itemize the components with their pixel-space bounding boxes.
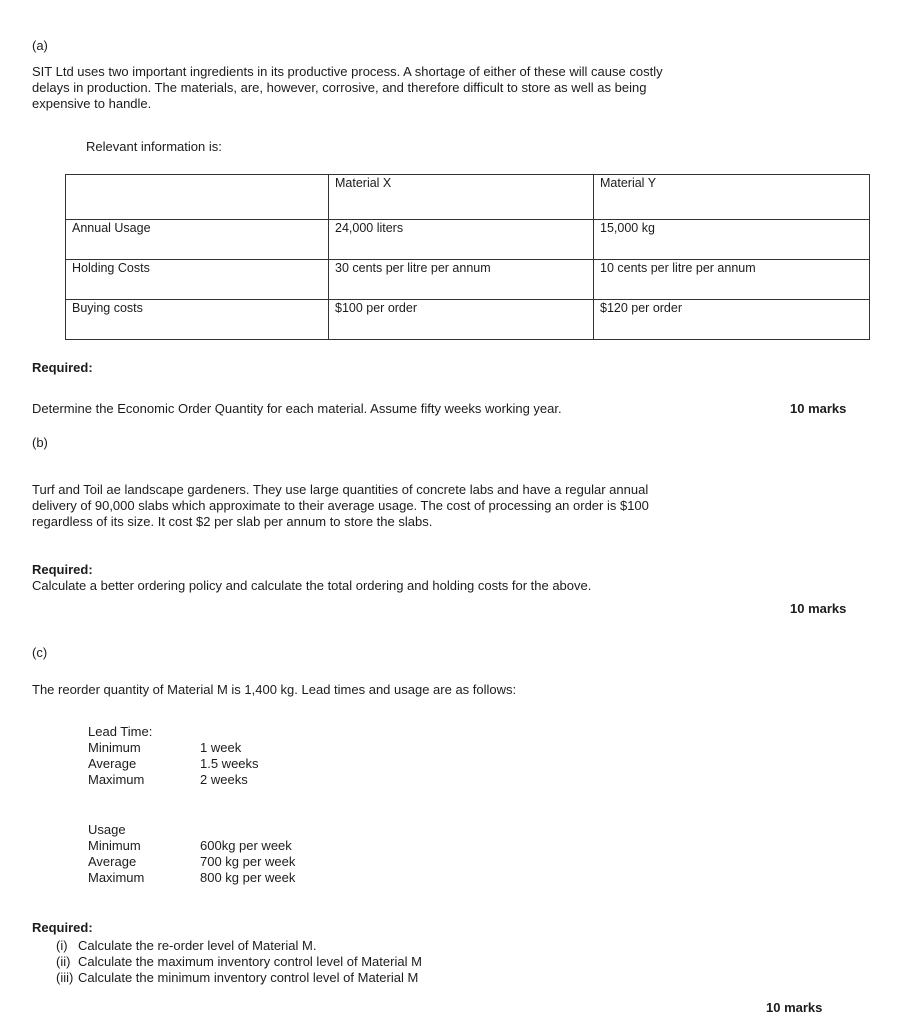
table-cell: $120 per order bbox=[594, 300, 870, 340]
part-a-required-text: Determine the Economic Order Quantity for each material. Assume fifty weeks working year. bbox=[32, 401, 562, 416]
part-b-intro bbox=[32, 482, 882, 530]
usage-value: 600kg per week bbox=[200, 838, 292, 853]
lead-time-row bbox=[88, 756, 259, 772]
part-a-intro bbox=[32, 64, 882, 112]
list-item-number: (iii) bbox=[56, 970, 74, 985]
intro-line: regardless of its size. It cost $2 per slab per annum to store the slabs. bbox=[32, 514, 433, 529]
table-cell: Annual Usage bbox=[66, 220, 329, 260]
intro-line: expensive to handle. bbox=[32, 96, 152, 111]
intro-line: delays in production. The materials, are, however, corrosive, and therefore difficult to store as well as being bbox=[32, 80, 647, 95]
part-b-label: (b) bbox=[32, 435, 48, 450]
part-b-required-label: Required: bbox=[32, 562, 93, 577]
part-c-required-label: Required: bbox=[32, 920, 93, 935]
list-item-text: Calculate the re-order level of Material M. bbox=[78, 938, 317, 953]
materials-table bbox=[65, 174, 870, 340]
list-item-text: Calculate the maximum inventory control level of Material M bbox=[78, 954, 422, 969]
list-item-text: Calculate the minimum inventory control level of Material M bbox=[78, 970, 419, 985]
intro-line: SIT Ltd uses two important ingredients in its productive process. A shortage of either of these will cause costly bbox=[32, 64, 663, 79]
list-item-number: (ii) bbox=[56, 954, 71, 969]
lead-time-value: 1 week bbox=[200, 740, 242, 755]
lead-time-block bbox=[88, 724, 259, 788]
table-cell: $100 per order bbox=[329, 300, 594, 340]
table-row bbox=[66, 220, 870, 260]
table-header-cell: Material Y bbox=[594, 175, 870, 220]
intro-line: Turf and Toil ae landscape gardeners. They use large quantities of concrete labs and have a regular annual bbox=[32, 482, 649, 497]
usage-label: Average bbox=[88, 854, 137, 869]
usage-title: Usage bbox=[88, 822, 126, 837]
table-row bbox=[66, 300, 870, 340]
usage-row bbox=[88, 854, 295, 870]
part-b-required-text: Calculate a better ordering policy and calculate the total ordering and holding costs for the above. bbox=[32, 578, 592, 593]
lead-time-row bbox=[88, 740, 259, 756]
usage-row bbox=[88, 870, 295, 886]
table-cell: 30 cents per litre per annum bbox=[329, 260, 594, 300]
relevant-info-label: Relevant information is: bbox=[86, 139, 222, 154]
table-header-row bbox=[66, 175, 870, 220]
intro-line: delivery of 90,000 slabs which approximate to their average usage. The cost of processing an order is $100 bbox=[32, 498, 649, 513]
usage-block bbox=[88, 822, 295, 886]
table-row bbox=[66, 260, 870, 300]
lead-time-value: 1.5 weeks bbox=[200, 756, 259, 771]
usage-value: 800 kg per week bbox=[200, 870, 296, 885]
table-cell: 24,000 liters bbox=[329, 220, 594, 260]
lead-time-label: Minimum bbox=[88, 740, 141, 755]
table-header-cell: Material X bbox=[329, 175, 594, 220]
lead-time-title: Lead Time: bbox=[88, 724, 153, 739]
part-c-label: (c) bbox=[32, 645, 48, 660]
table-cell: 15,000 kg bbox=[594, 220, 870, 260]
lead-time-value: 2 weeks bbox=[200, 772, 248, 787]
part-c-marks: 10 marks bbox=[766, 1000, 823, 1015]
part-b-marks: 10 marks bbox=[790, 601, 847, 616]
lead-time-row bbox=[88, 772, 259, 788]
table-cell: 10 cents per litre per annum bbox=[594, 260, 870, 300]
usage-value: 700 kg per week bbox=[200, 854, 296, 869]
list-item-number: (i) bbox=[56, 938, 68, 953]
lead-time-label: Average bbox=[88, 756, 137, 771]
part-a-label: (a) bbox=[32, 38, 48, 53]
usage-row bbox=[88, 838, 295, 854]
part-a-required-label: Required: bbox=[32, 360, 93, 375]
part-a-marks: 10 marks bbox=[790, 401, 847, 416]
table-header-cell bbox=[66, 175, 329, 220]
part-c-required-list bbox=[32, 938, 422, 986]
usage-label: Maximum bbox=[88, 870, 145, 885]
list-item bbox=[32, 970, 422, 986]
usage-label: Minimum bbox=[88, 838, 141, 853]
table-cell: Buying costs bbox=[66, 300, 329, 340]
part-c-intro: The reorder quantity of Material M is 1,400 kg. Lead times and usage are as follows: bbox=[32, 682, 517, 697]
table-cell: Holding Costs bbox=[66, 260, 329, 300]
list-item bbox=[32, 938, 422, 954]
list-item bbox=[32, 954, 422, 970]
lead-time-label: Maximum bbox=[88, 772, 145, 787]
